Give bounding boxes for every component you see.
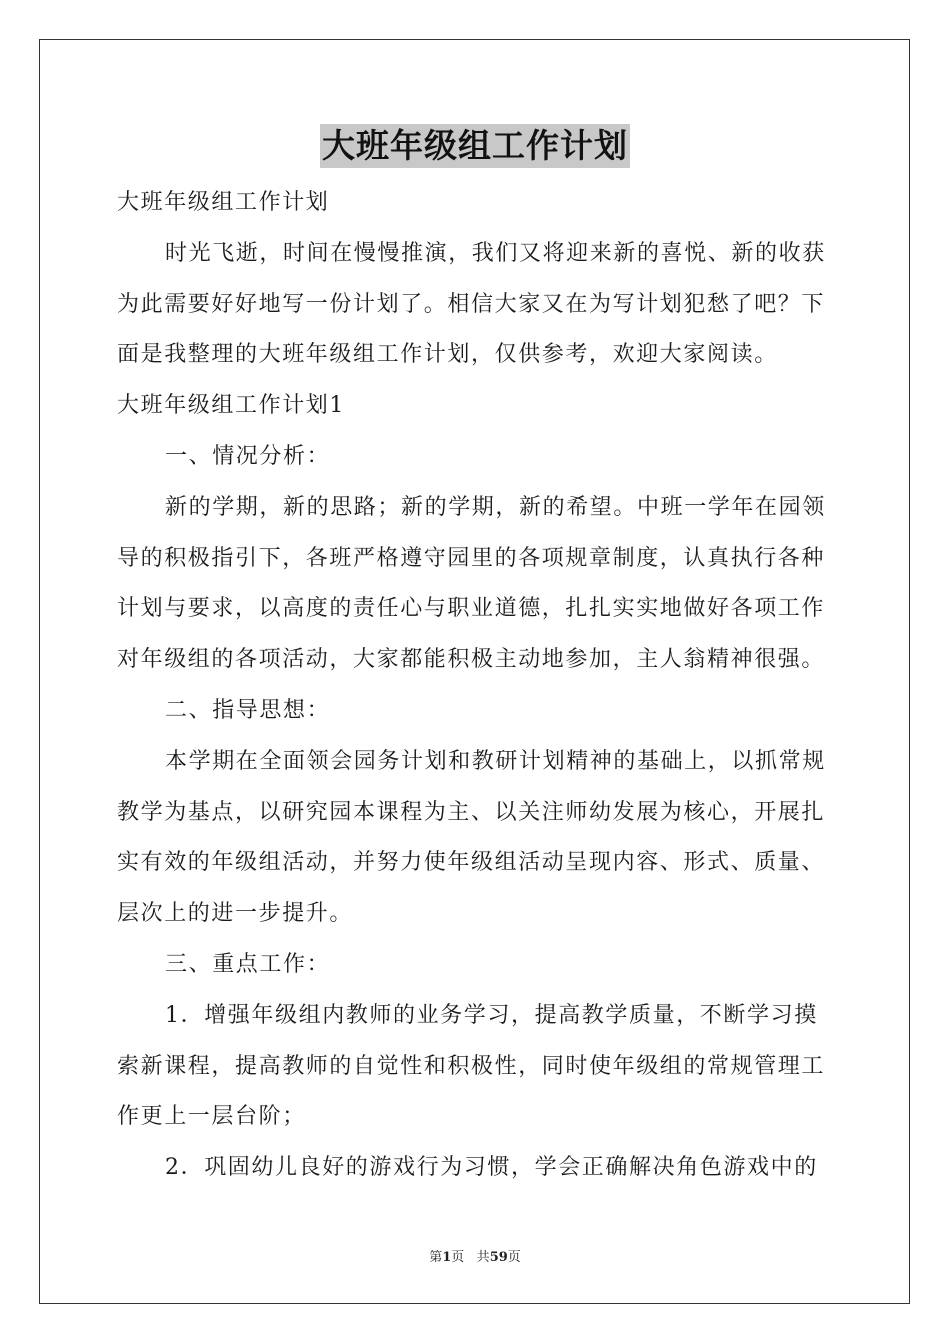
document-body bbox=[117, 178, 833, 1194]
paragraph-line: 作更上一层台阶； bbox=[117, 1104, 306, 1130]
paragraph-line: 新的学期，新的思路；新的学期，新的希望。中班一学年在园领 bbox=[165, 494, 826, 520]
footer-total-prefix: 共 bbox=[476, 1250, 490, 1265]
paragraph-line: 本学期在全面领会园务计划和教研计划精神的基础上，以抓常规 bbox=[165, 748, 826, 774]
paragraph-line: 时光飞逝，时间在慢慢推演，我们又将迎来新的喜悦、新的收获 bbox=[165, 240, 826, 266]
paragraph-line: 2．巩固幼儿良好的游戏行为习惯，学会正确解决角色游戏中的 bbox=[165, 1155, 818, 1181]
paragraph-line: 为此需要好好地写一份计划了。相信大家又在为写计划犯愁了吧？下 bbox=[117, 291, 826, 317]
footer-total-suffix: 页 bbox=[507, 1250, 521, 1265]
paragraph-line: 计划与要求，以高度的责任心与职业道德，扎扎实实地做好各项工作 bbox=[117, 596, 826, 622]
paragraph-line: 二、指导思想： bbox=[165, 697, 331, 723]
document-title: 大班年级组工作计划 bbox=[320, 124, 630, 168]
page-footer bbox=[0, 1246, 950, 1265]
paragraph-line: 实有效的年级组活动，并努力使年级组活动呈现内容、形式、质量、 bbox=[117, 850, 826, 876]
paragraph-line: 1．增强年级组内教师的业务学习，提高教学质量，不断学习摸 bbox=[165, 1002, 818, 1028]
paragraph-line: 教学为基点，以研究园本课程为主、以关注师幼发展为核心，开展扎 bbox=[117, 799, 826, 825]
footer-total-pages: 59 bbox=[489, 1250, 508, 1265]
paragraph-line: 一、情况分析： bbox=[165, 443, 331, 469]
title-container bbox=[0, 124, 950, 168]
paragraph-line: 对年级组的各项活动，大家都能积极主动地参加，主人翁精神很强。 bbox=[117, 647, 826, 673]
paragraph-line: 导的积极指引下，各班严格遵守园里的各项规章制度，认真执行各种 bbox=[117, 545, 826, 571]
paragraph-line: 三、重点工作： bbox=[165, 951, 331, 977]
paragraph-line: 层次上的进一步提升。 bbox=[117, 901, 354, 927]
footer-prefix: 第 bbox=[429, 1250, 443, 1265]
footer-current-page: 1 bbox=[442, 1250, 452, 1265]
paragraph-line: 大班年级组工作计划 bbox=[117, 190, 330, 215]
paragraph-line: 面是我整理的大班年级组工作计划，仅供参考，欢迎大家阅读。 bbox=[117, 342, 778, 368]
paragraph-line: 大班年级组工作计划1 bbox=[117, 393, 345, 419]
paragraph-line: 索新课程，提高教师的自觉性和积极性，同时使年级组的常规管理工 bbox=[117, 1053, 826, 1079]
footer-page-suffix: 页 bbox=[451, 1250, 465, 1265]
